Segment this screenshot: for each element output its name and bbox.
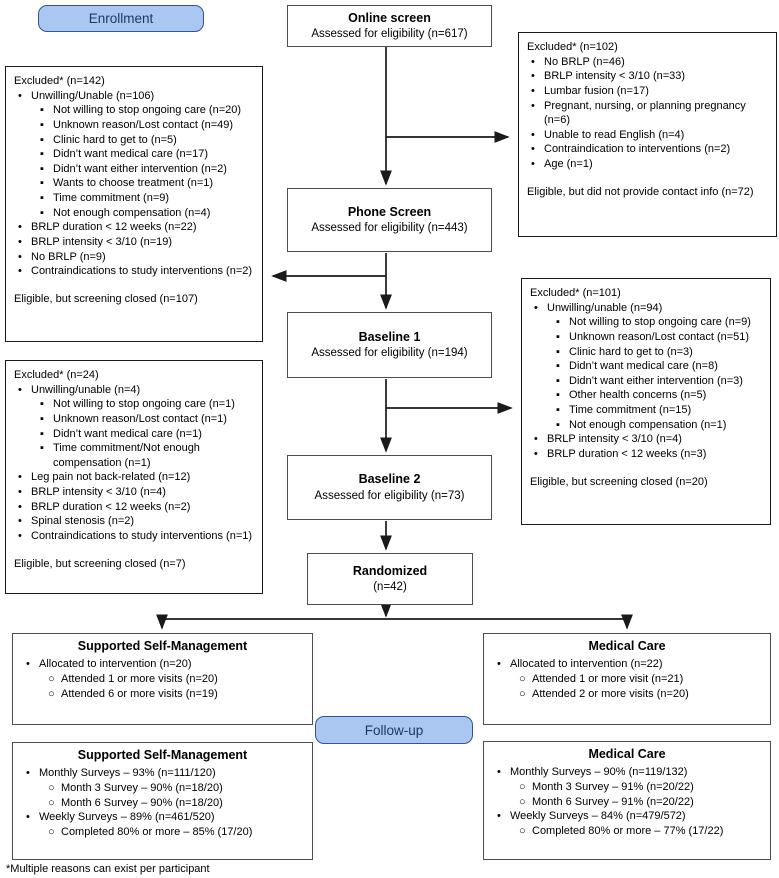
list-item: ○ Month 6 Survey – 90% (n=18/20)	[48, 796, 223, 809]
list-item: • Unwilling/unable (n=94)	[534, 301, 663, 314]
list-item: • BRLP intensity < 3/10 (n=19)	[18, 235, 173, 248]
list-item: ○ Month 3 Survey – 91% (n=20/22)	[519, 780, 694, 793]
randomized-box	[307, 553, 473, 605]
excluded-baseline2-box	[5, 360, 263, 594]
baseline1-subtitle: Assessed for eligibility (n=194)	[311, 347, 468, 360]
list-item: • Leg pain not back-related (n=12)	[18, 471, 191, 484]
list-item: ▪ Not willing to stop ongoing care (n=1)	[40, 398, 235, 411]
list-item: ▪ Not willing to stop ongoing care (n=20)	[40, 104, 242, 117]
list-item: ○ Month 6 Survey – 91% (n=20/22)	[519, 795, 694, 808]
list-item: ○ Attended 1 or more visits (n=20)	[48, 672, 218, 685]
list-item: • Allocated to intervention (n=20)	[26, 657, 192, 670]
ssm-allocation-list	[22, 657, 303, 702]
list-item: ▪ Didn’t want medical care (n=17)	[40, 148, 208, 161]
mc-allocation-list	[493, 657, 761, 702]
baseline1-title: Baseline 1	[358, 329, 421, 344]
list-item: • Weekly Surveys – 84% (n=479/572)	[497, 810, 686, 823]
list-gap	[527, 172, 768, 185]
ssm-allocation-box	[12, 633, 313, 725]
list-item: ▪ Unknown reason/Lost contact (n=49)	[40, 118, 234, 131]
list-item: Eligible, but screening closed (n=107)	[14, 292, 198, 305]
list-item: • No BRLP (n=46)	[531, 55, 625, 68]
enrollment-phase-badge	[38, 5, 204, 32]
list-item: • Contraindications to study interventions (n=1)	[18, 529, 253, 542]
ssm-followup-box	[12, 742, 313, 860]
excluded-baseline1-box	[521, 278, 771, 525]
list-item: ▪ Not enough compensation (n=1)	[556, 418, 727, 431]
online-screen-box	[287, 5, 492, 47]
list-item: ▪ Didn’t want medical care (n=1)	[40, 427, 202, 440]
list-item: ▪ Time commitment (n=15)	[556, 404, 692, 416]
enrollment-badge-label: Enrollment	[88, 11, 154, 26]
list-gap	[14, 279, 254, 292]
baseline2-title: Baseline 2	[358, 472, 421, 486]
followup-badge-label: Follow-up	[364, 722, 424, 738]
list-item: • Pregnant, nursing, or planning pregnancy (n=6)	[531, 99, 746, 127]
ssm-followup-list	[22, 766, 303, 841]
list-item: ▪ Clinic hard to get to (n=5)	[40, 133, 177, 146]
list-item: • Age (n=1)	[531, 158, 593, 170]
list-item: ▪ Didn’t want either intervention (n=2)	[40, 162, 227, 175]
list-item: • Lumbar fusion (n=17)	[531, 84, 649, 97]
list-item: ○ Completed 80% or more – 85% (17/20)	[48, 826, 253, 839]
list-item: • BRLP intensity < 3/10 (n=33)	[531, 70, 686, 83]
list-item: • BRLP duration < 12 weeks (n=3)	[534, 447, 707, 460]
list-item: Excluded* (n=24)	[14, 369, 99, 381]
list-item: • Contraindications to study interventions (n=2)	[18, 265, 253, 278]
list-item: ▪ Time commitment/Not enough compensation (n=1)	[40, 442, 200, 469]
list-item: ▪ Time commitment (n=9)	[40, 192, 170, 204]
ssm-followup-title: Supported Self-Management	[77, 748, 248, 762]
mc-followup-box	[483, 741, 771, 860]
mc-allocation-title: Medical Care	[588, 639, 666, 653]
list-item: • Unwilling/unable (n=4)	[18, 383, 141, 396]
list-item: • Unwilling/Unable (n=106)	[18, 89, 155, 102]
list-item: • Contraindication to interventions (n=2)	[531, 143, 731, 156]
list-item: Excluded* (n=102)	[527, 41, 618, 53]
list-item: • Unable to read English (n=4)	[531, 128, 685, 141]
randomized-title: Randomized	[352, 563, 428, 578]
list-item: ○ Completed 80% or more – 77% (17/22)	[519, 825, 724, 838]
list-item: ▪ Unknown reason/Lost contact (n=1)	[40, 412, 227, 425]
list-item: • BRLP duration < 12 weeks (n=2)	[18, 500, 191, 513]
list-item: Eligible, but screening closed (n=7)	[14, 557, 186, 570]
list-item: • BRLP duration < 12 weeks (n=22)	[18, 221, 197, 234]
list-item: • Allocated to intervention (n=22)	[497, 657, 663, 670]
baseline2-subtitle: Assessed for eligibility (n=73)	[314, 489, 465, 502]
list-gap	[530, 462, 762, 475]
list-item: ○ Month 3 Survey – 90% (n=18/20)	[48, 781, 223, 794]
list-item: ▪ Not willing to stop ongoing care (n=9)	[556, 316, 751, 329]
online-screen-subtitle: Assessed for eligibility (n=617)	[311, 28, 468, 41]
list-item: ▪ Clinic hard to get to (n=3)	[556, 345, 693, 358]
list-item: • Monthly Surveys – 93% (n=111/120)	[26, 766, 216, 779]
list-item: Eligible, but did not provide contact info (n=72)	[527, 185, 754, 198]
excluded-phone-box	[5, 66, 263, 342]
list-item: • Spinal stenosis (n=2)	[18, 515, 135, 528]
excluded-online-box	[518, 32, 777, 237]
list-item: ○ Attended 6 or more visits (n=19)	[48, 687, 218, 700]
list-item: ▪ Didn’t want either intervention (n=3)	[556, 374, 743, 387]
list-item: • Weekly Surveys – 89% (n=461/520)	[26, 811, 215, 824]
randomized-subtitle: (n=42)	[373, 581, 407, 594]
list-item: Excluded* (n=101)	[530, 287, 621, 299]
mc-followup-title: Medical Care	[588, 747, 666, 761]
list-item: • Monthly Surveys – 90% (n=119/132)	[497, 765, 688, 778]
baseline2-box	[287, 455, 492, 520]
list-item: • BRLP intensity < 3/10 (n=4)	[18, 486, 166, 498]
list-item: ▪ Not enough compensation (n=4)	[40, 206, 211, 219]
mc-followup-list	[493, 765, 761, 840]
online-screen-title: Online screen	[348, 10, 431, 25]
followup-phase-badge	[315, 716, 473, 744]
list-item: ○ Attended 2 or more visits (n=20)	[519, 687, 689, 700]
list-item: Eligible, but screening closed (n=20)	[530, 475, 708, 488]
list-item: ▪ Unknown reason/Lost contact (n=51)	[556, 330, 750, 343]
mc-allocation-box	[483, 633, 771, 725]
baseline1-box	[287, 312, 492, 378]
list-item: • No BRLP (n=9)	[18, 250, 106, 263]
list-gap	[14, 544, 254, 557]
phone-screen-subtitle: Assessed for eligibility (n=443)	[311, 222, 468, 235]
list-item: ○ Attended 1 or more visit (n=21)	[519, 672, 684, 685]
list-item: ▪ Other health concerns (n=5)	[556, 389, 707, 402]
footnote: *Multiple reasons can exist per participant	[6, 863, 210, 875]
phone-screen-title: Phone Screen	[347, 204, 432, 219]
phone-screen-box	[287, 188, 492, 252]
list-item: ▪ Wants to choose treatment (n=1)	[40, 177, 214, 190]
list-item: ▪ Didn’t want medical care (n=8)	[556, 360, 718, 373]
list-item: Excluded* (n=142)	[14, 75, 105, 87]
ssm-allocation-title: Supported Self-Management	[77, 639, 248, 653]
list-item: • BRLP intensity < 3/10 (n=4)	[534, 433, 682, 446]
